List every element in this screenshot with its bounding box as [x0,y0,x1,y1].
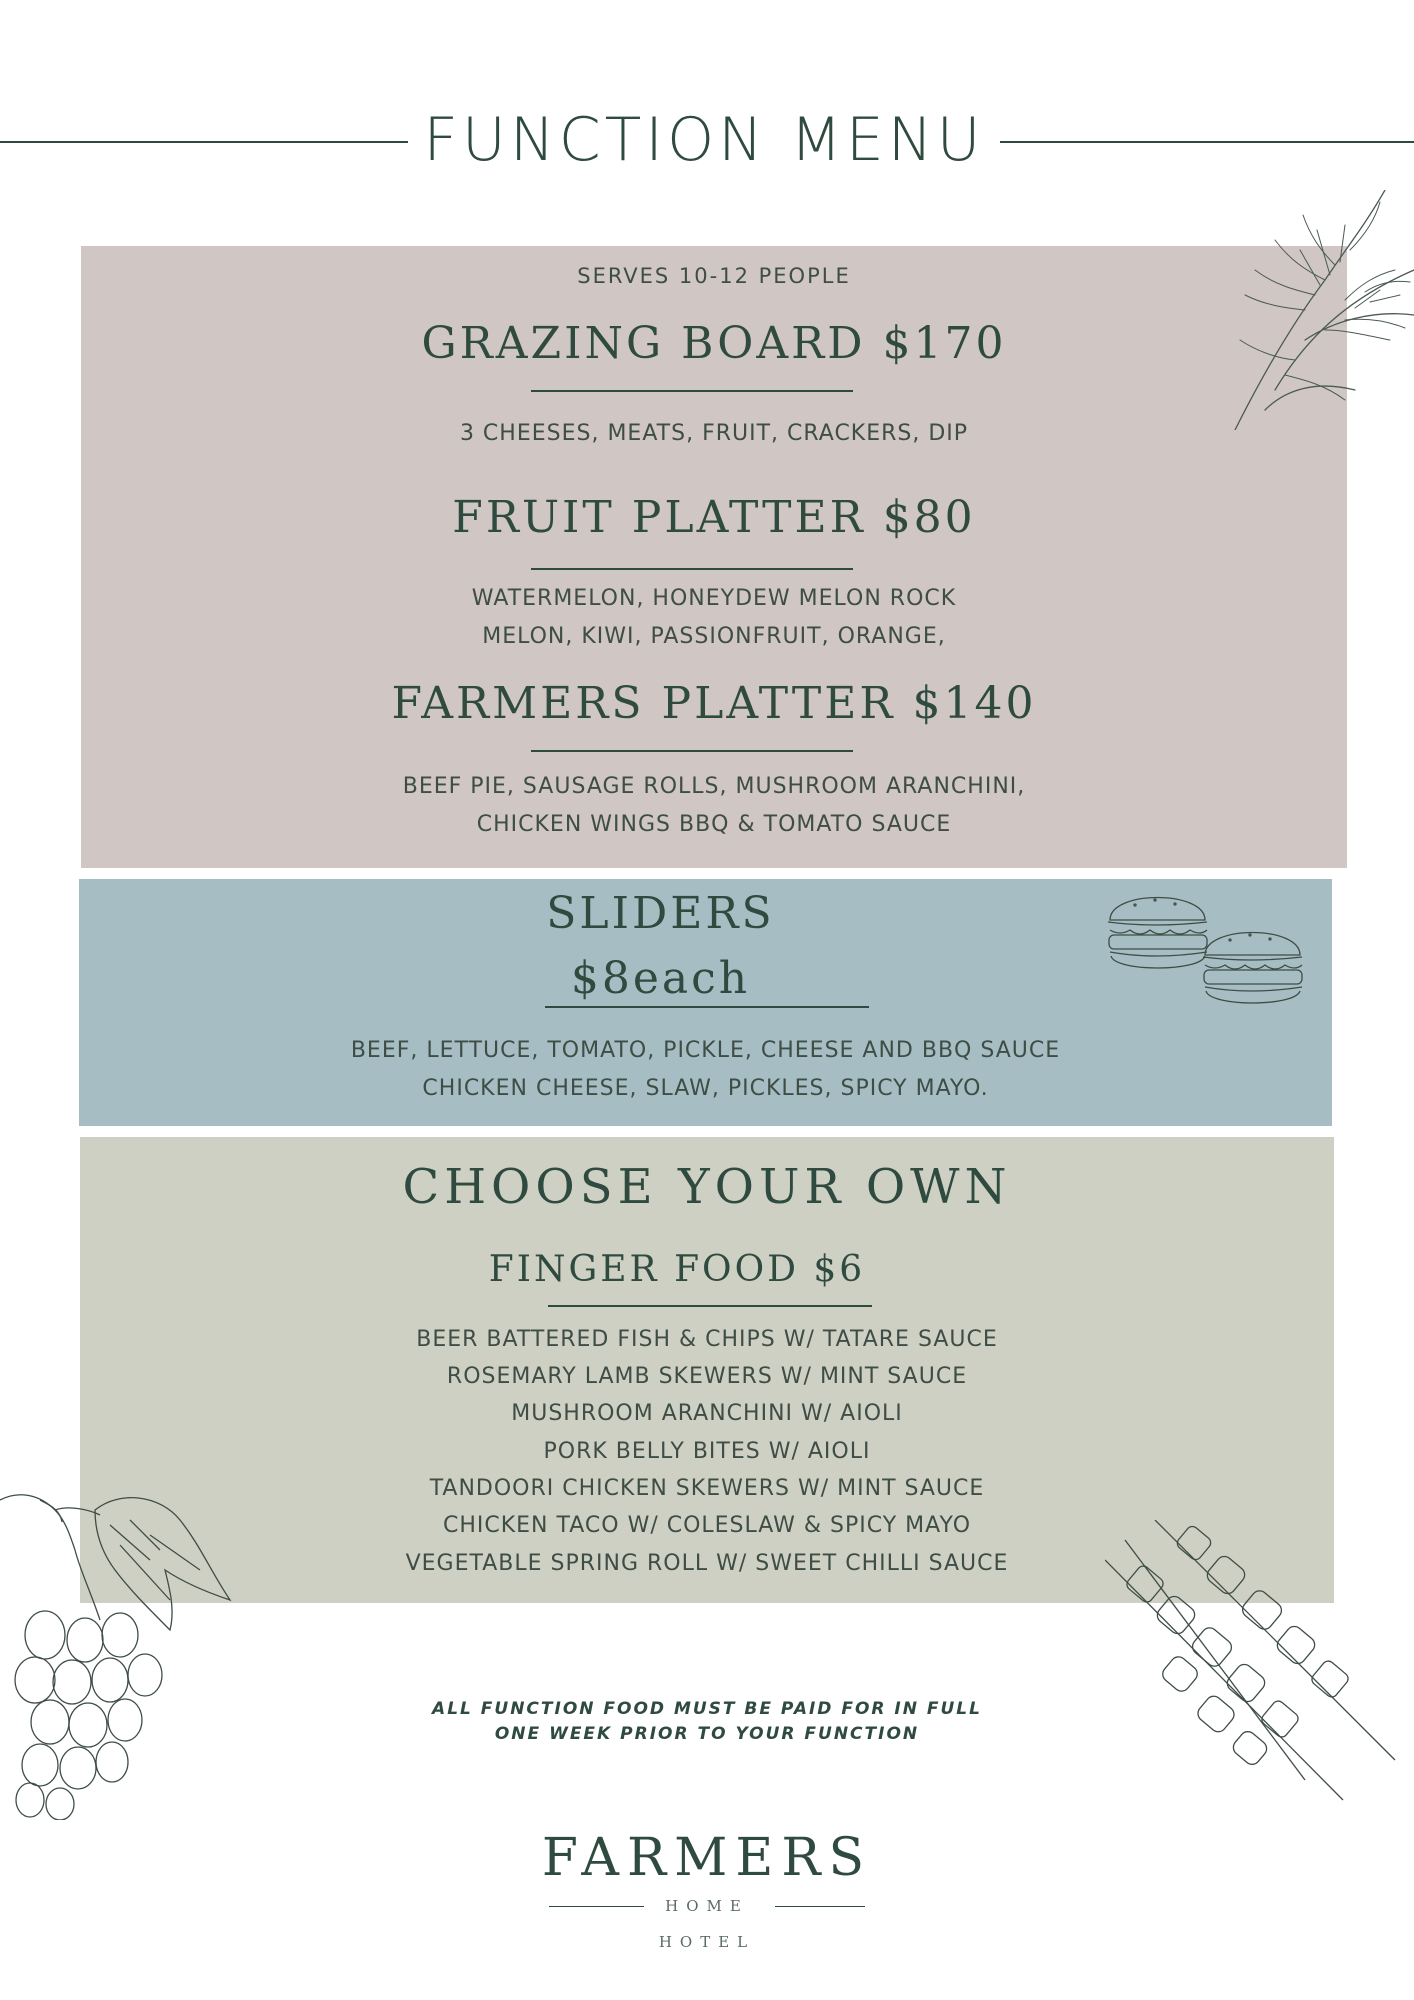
finger-food-item: VEGETABLE SPRING ROLL W/ SWEET CHILLI SAUCE [405,1551,1009,1576]
farmers-platter-title: FARMERS PLATTER $140 [391,678,1037,729]
finger-food-subtitle: FINGER FOOD $6 [488,1249,866,1290]
grapes-icon [0,1490,240,1820]
skewers-icon [1105,1520,1405,1810]
finger-food-item: MUSHROOM ARANCHINI W/ AIOLI [511,1401,903,1426]
header-rule-left [0,141,408,143]
logo-rule-right [775,1906,865,1907]
finger-food-item: PORK BELLY BITES W/ AIOLI [543,1439,871,1464]
fruit-platter-rule [531,568,853,570]
fruit-platter-description-line-2: MELON, KIWI, PASSIONFRUIT, ORANGE, [482,624,946,649]
sliders-price: $8each [570,953,751,1004]
sliders-description-line-1: BEEF, LETTUCE, TOMATO, PICKLE, CHEESE AND BBQ SAUCE [350,1038,1061,1063]
logo-name: FARMERS [541,1828,873,1888]
burger-icon [1105,880,1310,1010]
header-rule-right [1000,141,1414,143]
farmers-platter-description-line-1: BEEF PIE, SAUSAGE ROLLS, MUSHROOM ARANCHINI, [402,774,1026,799]
farmers-logo [507,1828,907,1958]
finger-food-item: TANDOORI CHICKEN SKEWERS W/ MINT SAUCE [429,1476,985,1501]
logo-home-row [507,1896,907,1916]
finger-food-item: BEER BATTERED FISH & CHIPS W/ TATARE SAUCE [416,1327,998,1352]
fruit-platter-description-line-1: WATERMELON, HONEYDEW MELON ROCK [471,586,957,611]
grazing-board-title: GRAZING BOARD $170 [421,318,1007,369]
payment-note-line-2: ONE WEEK PRIOR TO YOUR FUNCTION [494,1724,920,1744]
finger-food-item: CHICKEN TACO W/ COLESLAW & SPICY MAYO [442,1513,972,1538]
page-header [0,100,1414,180]
grazing-board-rule [531,390,853,392]
farmers-platter-description-line-2: CHICKEN WINGS BBQ & TOMATO SAUCE [476,812,952,837]
page-title: FUNCTION MENU [423,105,985,175]
fruit-platter-title: FRUIT PLATTER $80 [452,492,976,543]
sliders-title: SLIDERS [546,888,775,939]
logo-home: HOME [665,1897,749,1915]
platters-section [81,246,1347,868]
choose-your-own-title: CHOOSE YOUR OWN [402,1159,1012,1215]
finger-food-item: ROSEMARY LAMB SKEWERS W/ MINT SAUCE [446,1364,968,1389]
payment-note-line-1: ALL FUNCTION FOOD MUST BE PAID FOR IN FULL [432,1699,982,1719]
sliders-rule [545,1006,869,1008]
grazing-board-description: 3 CHEESES, MEATS, FRUIT, CRACKERS, DIP [459,421,969,446]
farmers-platter-rule [531,750,853,752]
payment-note [0,1697,1414,1747]
rosemary-icon [1205,190,1414,430]
logo-hotel: HOTEL [658,1933,756,1951]
finger-food-rule [548,1305,872,1307]
sliders-description-line-2: CHICKEN CHEESE, SLAW, PICKLES, SPICY MAYO. [422,1076,989,1101]
serves-note: SERVES 10-12 PEOPLE [577,264,851,288]
